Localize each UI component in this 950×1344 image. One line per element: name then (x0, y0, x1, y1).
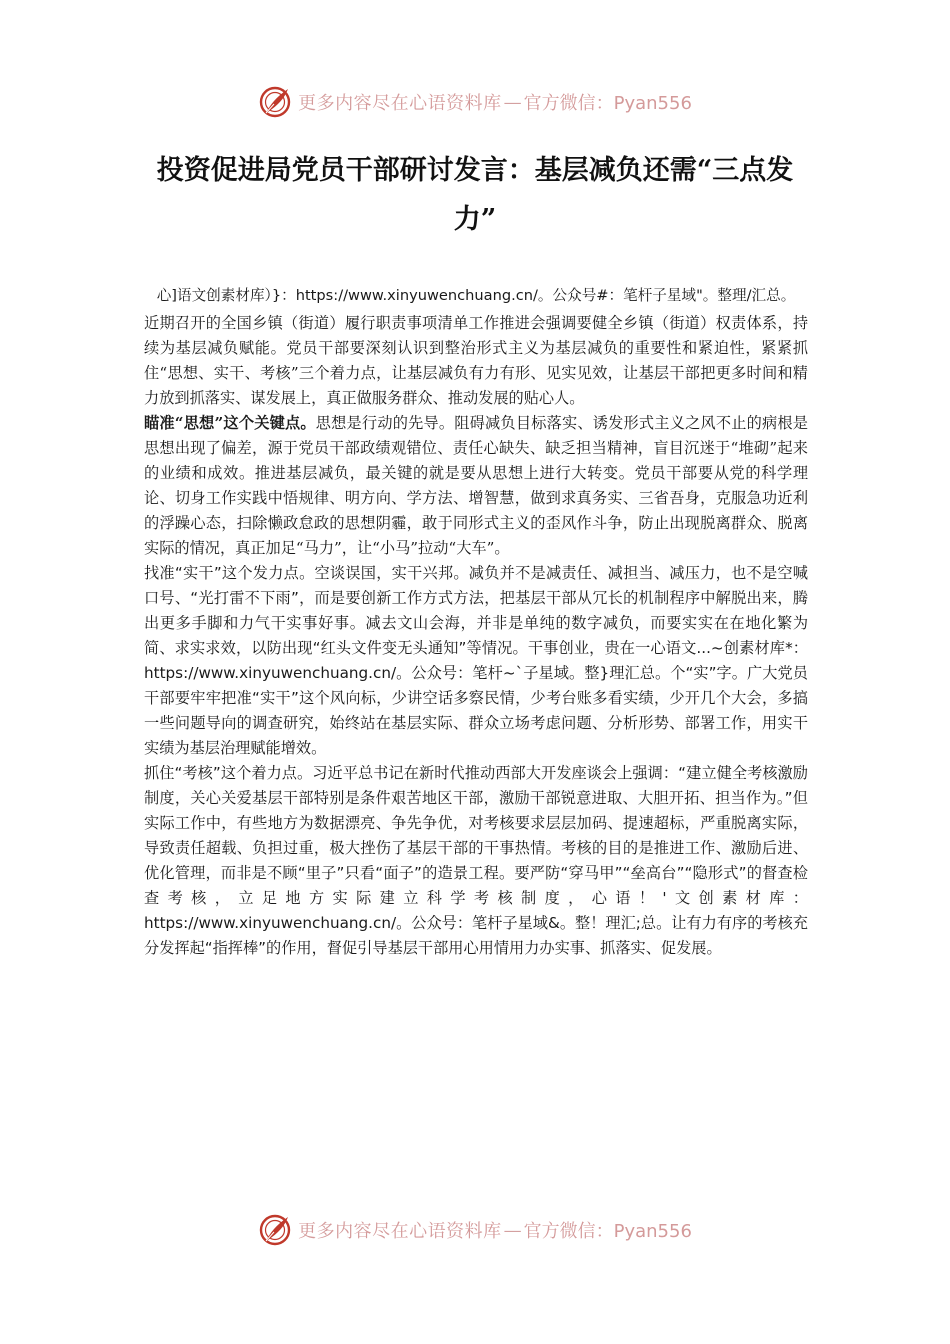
banner-text: 更多内容尽在心语资料库 (298, 93, 502, 114)
banner-separator: — (503, 91, 522, 113)
paragraph-practice: 找准“实干”这个发力点。空谈误国，实干兴邦。减负并不是减责任、减担当、减压力，也不是空喊口号、“光打雷不下雨”，而是要创新工作方式方法，把基层干部从冗长的机制程序中解脱出来，腾出更多手脚和力气干实事好事。减去文山会海，并非是单纯的数字减负，而要实实在在地化繁为简、求实求效，以防出现“红头文件变无头通知”等情况。干事创业，贵在一心语文...~创素材库*：https://www.xinyuwenchuang.cn/。公众号：笔杆~`子星域。整}理汇总。个“实”字。广大党员干部要牢牢把准“实干”这个风向标，少讲空话多察民情，少考台账多看实绩，少开几个大会，多搞一些问题导向的调查研究，始终站在基层实际、群众立场考虑问题、分析形势、部署工作，用实干实绩为基层治理赋能增效。 (144, 563, 808, 757)
banner-separator: — (503, 1219, 522, 1241)
page-title: 投资促进局党员干部研讨发言：基层减负还需“三点发力” (156, 155, 794, 235)
header-banner (0, 82, 950, 122)
banner-wechat: 官方微信：Pyan556 (523, 1221, 692, 1242)
footer-banner (0, 1210, 950, 1250)
paragraph-lead: 瞄准“思想”这个关键点。 (144, 413, 316, 432)
paragraph-body: 思想是行动的先导。阻碍减负目标落实、诱发形式主义之风不止的病根是思想出现了偏差，源于党员干部政绩观错位、责任心缺失、缺乏担当精神，盲目沉迷于“堆砌”起来的业绩和成效。推进基层减负，最关键的就是要从思想上进行大转变。党员干部要从党的科学理论、切身工作实践中悟规律、明方向、学方法、增智慧，做到求真务实、三省吾身，克服急功近利的浮躁心态，扫除懒政怠政的思想阴霾，敢于同形式主义的歪风作斗争，防止出现脱离群众、脱离实际的情况，真正加足“马力”，让“小马”拉动“大车”。 (144, 413, 808, 557)
paragraph-thought (144, 411, 808, 561)
paragraph-assessment: 抓住“考核”这个着力点。习近平总书记在新时代推动西部大开发座谈会上强调：“建立健全考核激励制度，关心关爱基层干部特别是条件艰苦地区干部，激励干部锐意进取、大胆开拓、担当作为。”但实际工作中，有些地方为数据漂亮、争先争优，对考核要求层层加码、提速超标，严重脱离实际，导致责任超载、负担过重，极大挫伤了基层干部的干事热情。考核的目的是推进工作、激励后进、优化管理，而非是不顾“里子”只看“面子”的造景工程。要严防“穿马甲”“垒高台”“隐形式”的督查检查考核，立足地方实际建立科学考核制度，心语！'文创素材库：https://www.xinyuwenchuang.cn/。公众号：笔杆子星域&。整！理汇;总。让有力有序的考核充分发挥起“指挥棒”的作用，督促引导基层干部用心用情用力办实事、抓落实、促发展。 (144, 763, 808, 957)
article-body (144, 268, 808, 961)
quill-logo-icon (258, 85, 292, 119)
quill-logo-icon (258, 1213, 292, 1247)
intro-paragraph: 近期召开的全国乡镇（街道）履行职责事项清单工作推进会强调要健全乡镇（街道）权责体系，持续为基层减负赋能。党员干部要深刻认识到整治形式主义为基层减负的重要性和紧迫性，紧紧抓住“思想、实干、考核”三个着力点，让基层减负有力有形、见实见效，让基层干部把更多时间和精力放到抓落实、谋发展上，真正做服务群众、推动发展的贴心人。 (144, 313, 808, 407)
banner-text: 更多内容尽在心语资料库 (298, 1221, 502, 1242)
source-meta-line: 心]语文创素材库）}：https://www.xinyuwenchuang.cn/。公众号#：笔杆子星域"。整理/汇总。 (156, 286, 796, 304)
banner-wechat: 官方微信：Pyan556 (523, 93, 692, 114)
